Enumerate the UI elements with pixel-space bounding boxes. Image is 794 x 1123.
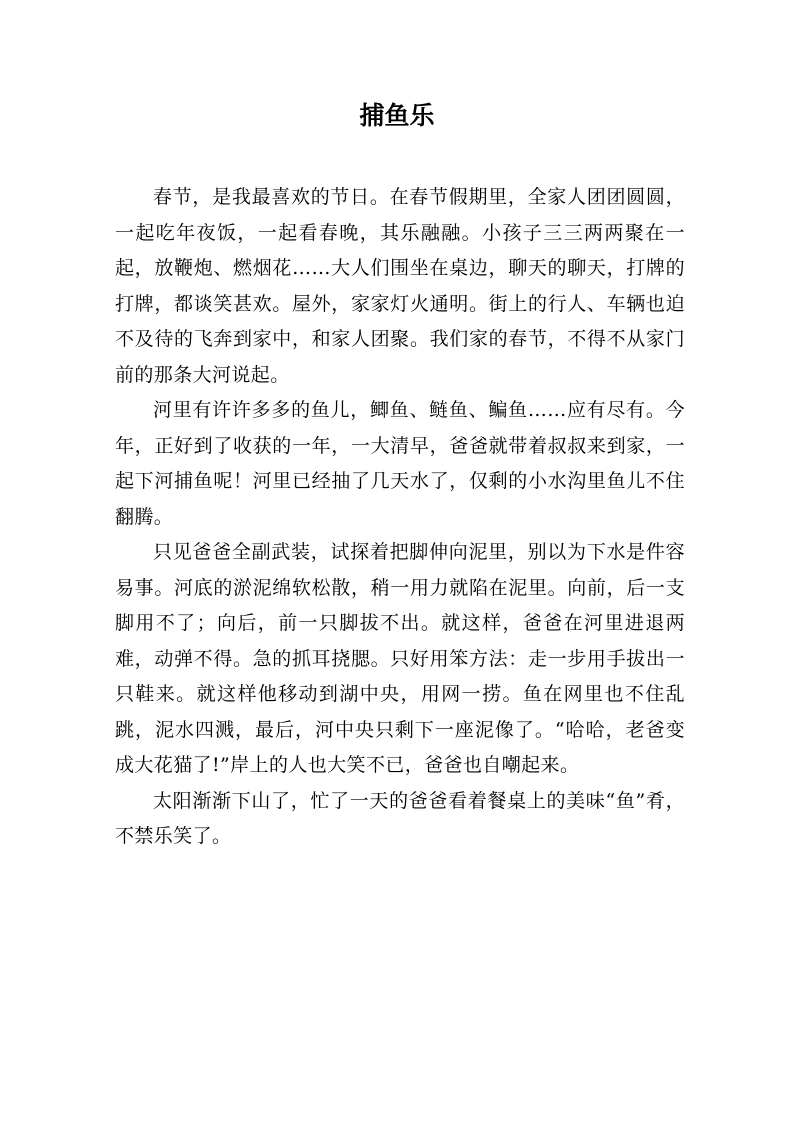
paragraph-2: 河里有许许多多的鱼儿，鲫鱼、鲢鱼、鳊鱼……应有尽有。今年，正好到了收获的一年，一大清早，爸爸就带着叔叔来到家，一起下河捕鱼呢！河里已经抽了几天水了，仅剩的小水沟里鱼儿不住翻腾。 bbox=[115, 399, 685, 528]
paragraph-4: 太阳渐渐下山了，忙了一天的爸爸看着餐桌上的美味“鱼”肴，不禁乐笑了。 bbox=[115, 789, 685, 847]
document-title: 捕鱼乐 bbox=[359, 101, 435, 130]
document-body bbox=[115, 180, 685, 855]
paragraph-3: 只见爸爸全副武装，试探着把脚伸向泥里，别以为下水是件容易事。河底的淤泥绵软松散，稍一用力就陷在泥里。向前，后一支脚用不了；向后，前一只脚拔不出。就这样，爸爸在河里进退两难，动弹不得。急的抓耳挠腮。只好用笨方法：走一步用手拔出一只鞋来。就这样他移动到湖中央，用网一捞。鱼在网里也不住乱跳，泥水四溅，最后，河中央只剩下一座泥像了。“哈哈，老爸变成大花猫了!”岸上的人也大笑不已，爸爸也自嘲起来。 bbox=[115, 541, 685, 776]
paragraph-1: 春节，是我最喜欢的节日。在春节假期里，全家人团团圆圆，一起吃年夜饭，一起看春晚，其乐融融。小孩子三三两两聚在一起，放鞭炮、燃烟花……大人们围坐在桌边，聊天的聊天，打牌的打牌，都谈笑甚欢。屋外，家家灯火通明。街上的行人、车辆也迫不及待的飞奔到家中，和家人团聚。我们家的春节，不得不从家门前的那条大河说起。 bbox=[115, 186, 685, 386]
